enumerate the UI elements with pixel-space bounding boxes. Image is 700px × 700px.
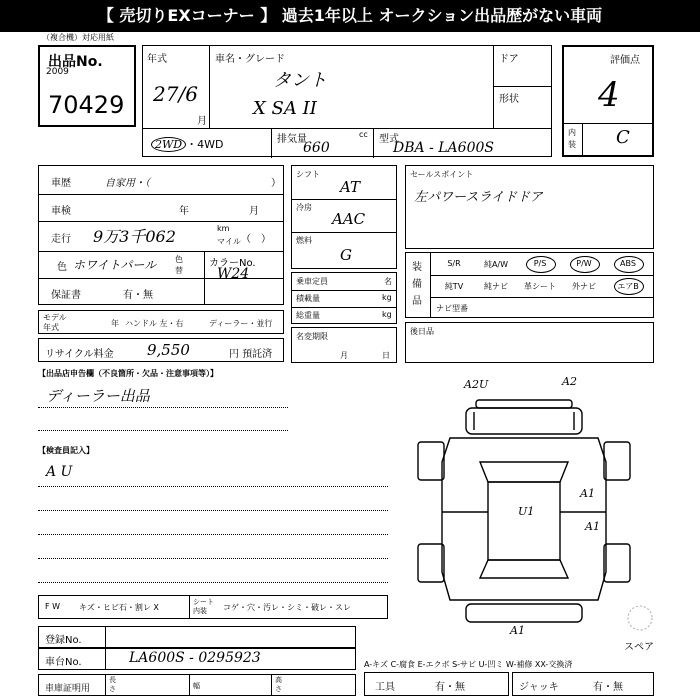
drive-4wd: ・4WD xyxy=(186,138,224,151)
recycle-label: リサイクル料金 xyxy=(45,349,114,360)
history-value: 自家用・（ xyxy=(105,178,150,189)
year-value: 27/6 xyxy=(153,82,198,106)
displacement-unit: cc xyxy=(359,130,368,139)
equip-airbag: エアB xyxy=(617,282,639,291)
mileage-label: 走行 xyxy=(51,234,71,245)
recycle-row xyxy=(38,338,284,362)
lot-number: 70429 xyxy=(48,91,125,119)
exhibitor-notes-label: 【出品店申告欄（不良箇所・欠品・注意事項等）】 xyxy=(38,369,218,378)
chassis-row xyxy=(38,648,356,670)
mileage-unit2: マイル xyxy=(217,237,241,246)
fuel-value: G xyxy=(340,246,352,264)
chassis-value: LA600S - 0295923 xyxy=(129,650,261,666)
drive-type xyxy=(151,136,223,152)
equip-navi: 純ナビ xyxy=(484,282,508,291)
model-year-row xyxy=(38,310,284,334)
equip-pw: P/W xyxy=(576,259,592,268)
recycle-value: 9,550 xyxy=(147,341,190,359)
drive-2wd: 2WD xyxy=(151,137,186,152)
registration-row xyxy=(38,626,356,648)
model-code-label: 型式 xyxy=(379,134,399,145)
name-change-day: 日 xyxy=(382,351,390,360)
chassis-label: 車台No. xyxy=(45,657,82,668)
equip-sr: S/R xyxy=(447,259,461,268)
tools-label: 工具 xyxy=(375,682,395,693)
mark-a1-right: A1 xyxy=(580,487,595,500)
fuel-label: 燃料 xyxy=(296,236,312,245)
model-year-label: モデル年式 xyxy=(43,313,67,332)
top-note: （複合機）対応用紙 xyxy=(42,33,114,42)
score-box xyxy=(562,45,654,157)
sales-point-value: 左パワースライドドア xyxy=(414,190,543,205)
aircon-value: AAC xyxy=(332,210,366,228)
after-items-box xyxy=(405,322,654,363)
interior-value: C xyxy=(616,127,630,148)
lot-label: 出品No. xyxy=(48,54,103,70)
lot-year: 2009 xyxy=(46,67,69,77)
fw-label: F W xyxy=(45,602,61,611)
interior-label: 内装 xyxy=(568,128,576,149)
weight-unit: kg xyxy=(382,310,392,319)
color-label: 色 xyxy=(57,262,67,273)
inspection-label: 車検 xyxy=(51,206,71,217)
vehicle-info-box xyxy=(142,45,552,157)
equip-aw: 純A/W xyxy=(483,260,509,269)
model-year-handle: ハンドル 左・右 xyxy=(125,319,184,328)
warranty-value: 有・無 xyxy=(123,290,153,301)
equip-ext-navi: 外ナビ xyxy=(572,282,596,291)
jack-label: ジャッキ xyxy=(519,682,559,693)
sales-point-box xyxy=(405,165,654,249)
model-code-value: DBA - LA600S xyxy=(393,140,494,156)
seat-label: シート内装 xyxy=(193,598,214,615)
mileage-value: 9万3千062 xyxy=(93,227,176,246)
year-month-suffix: 月 xyxy=(197,116,207,127)
damage-legend: A-キズ C-腐食 E-エクボ S-サビ U-凹ミ W-補修 XX-交換済 xyxy=(364,660,573,669)
score-label: 評価点 xyxy=(610,55,640,66)
capacity-unit: 名 xyxy=(384,277,392,286)
fw-options: キズ・ヒビ石・割レ X xyxy=(79,603,159,612)
shape-label: 形状 xyxy=(499,94,519,105)
weight-label: 総重量 xyxy=(296,311,320,320)
capacity-label: 乗車定員 xyxy=(296,277,328,286)
load-unit: kg xyxy=(382,293,392,302)
inspector-value: A U xyxy=(46,464,73,480)
car-name: タント xyxy=(273,70,327,91)
exhibitor-notes-value: ディーラー出品 xyxy=(46,387,150,405)
mechanical-box xyxy=(291,165,397,269)
after-items-label: 後日品 xyxy=(410,327,434,336)
mark-a2u: A2U xyxy=(464,378,489,391)
car-grade: X SA II xyxy=(253,98,317,119)
score-value: 4 xyxy=(598,75,620,115)
mark-a2: A2 xyxy=(562,375,577,388)
tools-options: 有・無 xyxy=(435,682,465,693)
jack-options: 有・無 xyxy=(593,682,623,693)
circle-pw xyxy=(570,256,600,273)
name-change-label: 名変期限 xyxy=(296,332,328,341)
details-box xyxy=(38,165,284,305)
color-change-label: 色替 xyxy=(175,255,183,275)
height-label: 高さ xyxy=(275,676,282,693)
lot-box xyxy=(38,45,136,127)
car-name-label: 車名・グレード xyxy=(215,54,285,65)
garage-cert-row xyxy=(38,674,356,696)
recycle-unit: 円 預託済 xyxy=(229,349,273,360)
circle-abs xyxy=(614,256,644,273)
model-year-dealer: ディーラー・並行 xyxy=(209,319,273,328)
inspector-label: 【検査員記入】 xyxy=(38,446,94,455)
history-close: ） xyxy=(271,178,281,189)
car-damage-diagram xyxy=(410,372,660,632)
inspection-year: 年 xyxy=(179,206,189,217)
banner: 【 売切りEXコーナー 】 過去1年以上 オークション出品歴がない車両 xyxy=(0,0,700,32)
jack-box xyxy=(512,672,654,696)
displacement-value: 660 xyxy=(303,140,330,156)
year-label: 年式 xyxy=(147,54,167,65)
circle-airbag xyxy=(614,278,644,295)
load-label: 積載量 xyxy=(296,294,320,303)
width-label: 幅 xyxy=(193,682,200,690)
aircon-label: 冷房 xyxy=(296,203,312,212)
equip-tv: 純TV xyxy=(444,282,464,291)
sales-point-label: セールスポイント xyxy=(410,170,474,179)
color-value: ホワイトパール xyxy=(73,258,157,272)
mark-u1: U1 xyxy=(518,505,535,518)
color-code: W24 xyxy=(217,266,250,282)
mark-a1-right2: A1 xyxy=(585,520,600,533)
shift-label: シフト xyxy=(296,170,320,179)
circle-ps xyxy=(526,256,556,273)
model-year-year: 年 xyxy=(111,319,119,328)
seat-options: コゲ・穴・汚レ・シミ・破レ・スレ xyxy=(223,603,351,612)
spare-label: スペア xyxy=(624,642,654,653)
registration-label: 登録No. xyxy=(45,635,82,646)
length-label: 長さ xyxy=(109,676,116,693)
name-change-month: 月 xyxy=(340,351,348,360)
color-code-label: カラーNo. xyxy=(209,258,256,269)
displacement-label: 排気量 xyxy=(277,134,307,145)
equipment-label: 装備品 xyxy=(412,262,422,307)
equipment-box xyxy=(405,252,654,318)
equip-abs: ABS xyxy=(620,259,636,268)
name-change-box xyxy=(291,327,397,363)
history-label: 車歴 xyxy=(51,178,71,189)
capacity-box xyxy=(291,272,397,324)
navi-model-label: ナビ型番 xyxy=(436,304,468,313)
mileage-unit: km xyxy=(217,224,230,233)
inspection-month: 月 xyxy=(249,206,259,217)
warranty-label: 保証書 xyxy=(51,290,81,301)
tools-box xyxy=(364,672,509,696)
mark-a1-bottom: A1 xyxy=(510,624,525,637)
garage-cert-label: 車庫証明用 xyxy=(45,684,91,694)
door-label: ドア xyxy=(499,54,519,65)
equip-leather: 革シート xyxy=(524,282,556,291)
mileage-paren: （ ） xyxy=(241,234,271,245)
fw-seat-row xyxy=(38,595,388,619)
equip-ps: P/S xyxy=(533,259,547,268)
shift-value: AT xyxy=(340,178,361,196)
